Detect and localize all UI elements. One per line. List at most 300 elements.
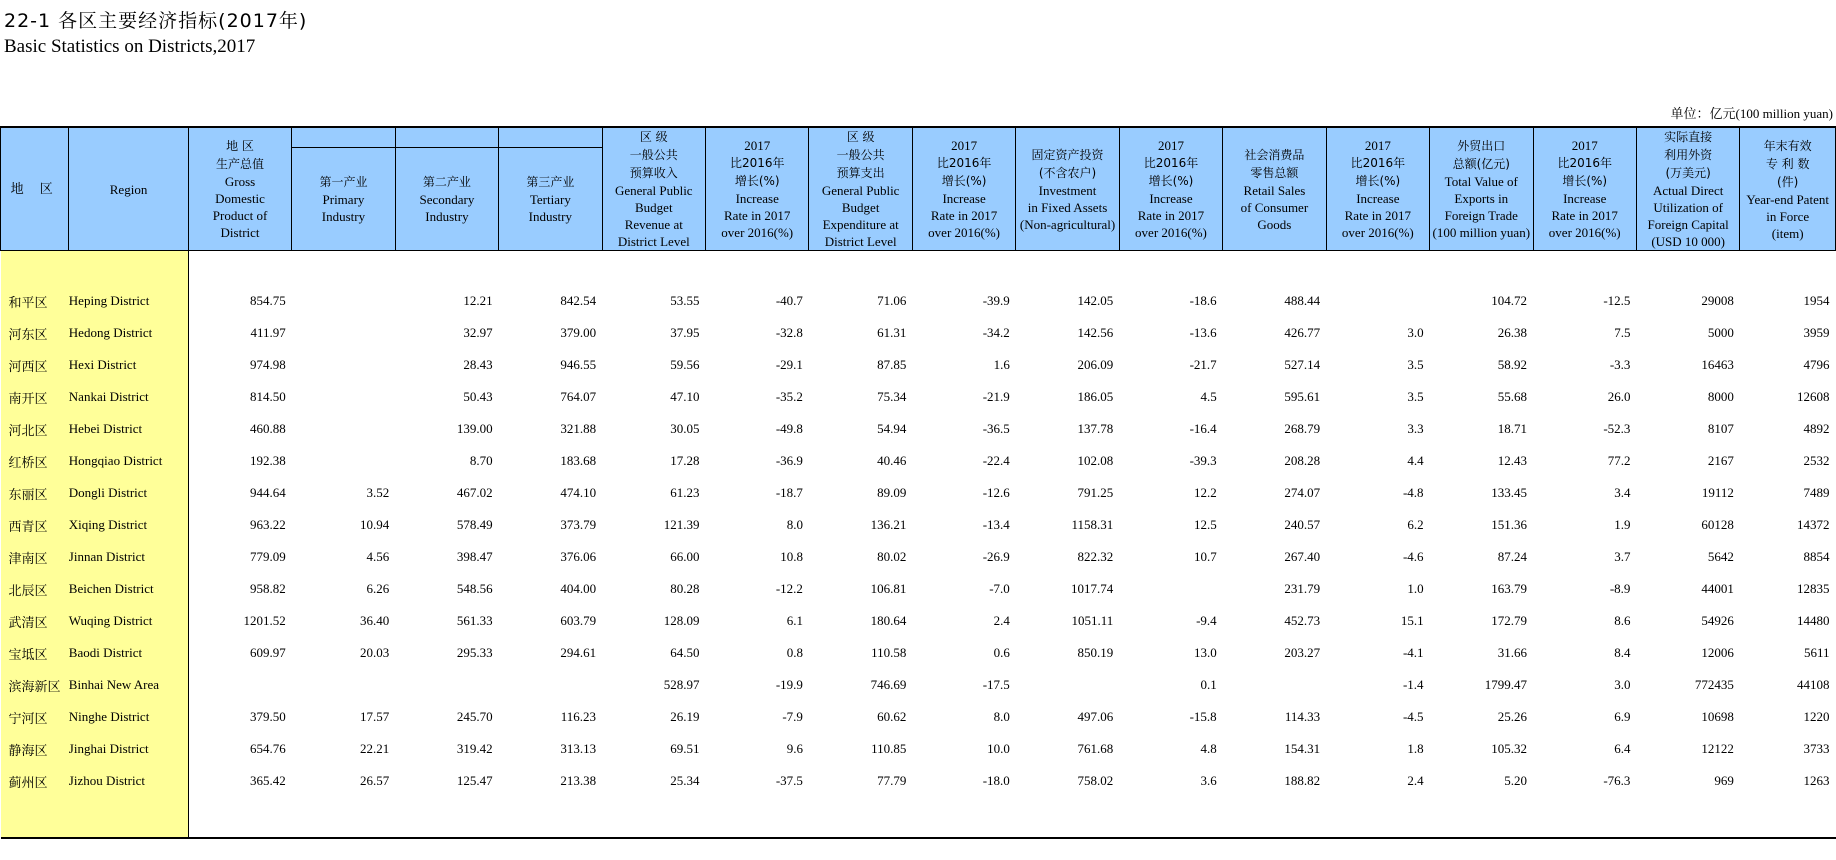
table-cell: 26.0 [1607,389,1631,404]
table-cell: 3.5 [1407,357,1424,372]
header-exports [1430,127,1533,251]
table-cell: 142.05 [1077,293,1114,308]
header-secondary [395,147,498,250]
header-line: Expenditure at [822,217,899,232]
header-line: Rate in 2017 [724,208,791,223]
table-cell [292,349,395,381]
table-cell: 1.6 [993,357,1010,372]
table-cell: 373.79 [560,517,597,532]
table-cell: 36.40 [359,613,390,628]
header-line: Domestic [215,191,265,206]
table-cell: 404.00 [560,581,597,596]
table-cell: 6.1 [786,613,803,628]
header-line: Increase [1356,191,1400,206]
district-name-cn: 西青区 [1,509,69,541]
table-cell: 944.64 [250,485,286,500]
header-line: over 2016(%) [1548,225,1621,240]
page-title-cn: 22-1 各区主要经济指标(2017年) [4,10,308,32]
table-cell: 2167 [1707,453,1734,468]
table-cell: -18.0 [982,773,1010,788]
table-cell: 64.50 [670,645,700,660]
table-cell: -18.6 [1189,293,1217,308]
table-cell: 467.02 [456,485,493,500]
header-line: 2017 [744,138,771,153]
table-cell: -21.9 [982,389,1010,404]
table-cell: 50.43 [463,389,493,404]
district-name-cn: 南开区 [1,381,69,413]
header-line: 增长(%) [1355,174,1401,188]
header-line: Increase [735,191,779,206]
table-cell: 110.58 [871,645,907,660]
table-cell: 3.6 [1200,773,1217,788]
table-cell [1016,669,1119,701]
table-row [1,285,1836,317]
header-line: 区 级 [846,130,875,144]
table-cell: -4.6 [1402,549,1424,564]
header-line: over 2016(%) [721,225,794,240]
table-cell: 274.07 [1284,485,1321,500]
table-cell: 102.08 [1077,453,1114,468]
header-line: (item) [1771,225,1804,241]
table-cell: 89.09 [877,485,907,500]
table-cell: -32.8 [775,325,803,340]
table-cell: 963.22 [250,517,286,532]
header-line: 专 利 数 [1765,156,1810,171]
table-cell: 854.75 [250,293,286,308]
table-cell: 77.2 [1607,453,1631,468]
table-cell: 44001 [1701,581,1734,596]
table-cell: 10.8 [780,549,803,564]
table-cell: 578.49 [456,517,493,532]
table-cell: 3.0 [1407,325,1424,340]
table-cell: 0.1 [1200,677,1217,692]
district-name-cn: 静海区 [1,733,69,765]
table-cell: 595.61 [1284,389,1321,404]
table-row [1,349,1836,381]
table-cell: 60128 [1701,517,1734,532]
table-cell: 13.0 [1193,645,1217,660]
table-cell: -35.2 [775,389,803,404]
district-name-cn: 蓟州区 [1,765,69,797]
table-cell: 163.79 [1491,581,1527,596]
header-primary [292,147,395,250]
table-cell: 114.33 [1284,709,1321,724]
table-cell: -12.2 [775,581,803,596]
district-name-en: Hedong District [69,317,189,349]
table-cell: 245.70 [456,709,493,724]
table-cell: 80.28 [670,581,700,596]
header-line: General Public [614,183,693,198]
district-name-cn: 北辰区 [1,573,69,605]
table-cell: 1.9 [1614,517,1631,532]
district-name-en: Hebei District [69,413,189,445]
header-line: 增长(%) [941,174,987,188]
header-line: Industry [321,208,366,224]
header-line: Rate in 2017 [1344,208,1412,223]
table-cell: 5642 [1707,549,1734,564]
header-region-cn: 地 区 [1,127,69,251]
table-cell: 203.27 [1284,645,1321,660]
district-name-en: Binhai New Area [69,669,189,701]
table-cell: 14480 [1797,613,1830,628]
table-cell: 61.31 [877,325,907,340]
table-cell: 3.52 [366,485,390,500]
header-line: Year-end Patent [1746,191,1829,207]
table-cell [292,285,395,317]
header-line: General Public [821,183,900,198]
header-line: Gross [224,174,256,189]
table-cell: 8107 [1707,421,1734,436]
header-line: Actual Direct [1652,183,1724,198]
table-cell: -21.7 [1189,357,1217,372]
table-cell: 186.05 [1077,389,1114,404]
header-fdi [1636,127,1739,251]
table-cell: 946.55 [560,357,597,372]
table-cell: 60.62 [877,709,907,724]
table-cell [292,445,395,477]
table-cell: 12.5 [1193,517,1217,532]
header-line: Rate in 2017 [930,208,998,223]
table-cell: 25.34 [670,773,700,788]
table-cell: 188.82 [1284,773,1321,788]
header-line: 增长(%) [1148,174,1194,188]
table-cell: 958.82 [250,581,286,596]
table-cell: 8.0 [786,517,803,532]
table-cell: 231.79 [1284,581,1321,596]
table-cell: 54926 [1701,613,1734,628]
table-cell: 4.5 [1200,389,1217,404]
table-cell: 779.09 [250,549,286,564]
table-cell: -49.8 [775,421,803,436]
table-cell: 3.7 [1614,549,1631,564]
header-line: District [220,225,260,240]
table-cell [292,669,395,701]
table-cell: 426.77 [1284,325,1321,340]
table-cell: -8.9 [1609,581,1631,596]
header-line: 增长(%) [734,174,780,188]
header-line: over 2016(%) [1341,225,1414,240]
table-cell: 1017.74 [1071,581,1114,596]
header-line: Product of [212,208,268,223]
header-line: Foreign Trade [1444,208,1518,223]
table-row [1,669,1836,701]
table-cell: 8854 [1803,549,1830,564]
table-body [1,251,1836,839]
table-cell [395,669,498,701]
table-cell: -4.8 [1402,485,1424,500]
header-line: (USD 10 000) [1651,234,1725,249]
header-line: Budget [635,200,673,215]
table-cell: 10.7 [1193,549,1217,564]
table-cell: 6.26 [366,581,390,596]
table-cell: 764.07 [560,389,597,404]
table-row [1,605,1836,637]
table-cell: -18.7 [775,485,803,500]
table-cell: 268.79 [1284,421,1321,436]
table-cell: 183.68 [560,453,597,468]
table-cell: 548.56 [456,581,493,596]
header-line: Increase [942,191,986,206]
header-line: 第一产业 [319,174,368,189]
table-cell [499,669,602,701]
district-name-cn: 东丽区 [1,477,69,509]
table-cell: -26.9 [982,549,1010,564]
table-cell: 10.0 [987,741,1010,756]
table-cell: 1.0 [1407,581,1424,596]
header-line: Rate in 2017 [1551,208,1618,223]
header-line: 生产总值 [216,157,265,171]
table-cell: -34.2 [982,325,1010,340]
header-patent [1740,127,1836,251]
header-line: 2017 [1157,138,1184,153]
table-cell: 25.26 [1497,709,1527,724]
header-investment-rate [1119,127,1222,251]
header-line: 增长(%) [1562,174,1608,188]
table-cell: 14372 [1797,517,1830,532]
district-name-en: Hongqiao District [69,445,189,477]
table-cell: 761.68 [1077,741,1114,756]
header-retail-rate [1326,127,1429,251]
table-cell: 452.73 [1284,613,1321,628]
table-cell: 474.10 [560,485,597,500]
table-cell: 44108 [1797,677,1830,692]
header-investment [1016,127,1119,251]
table-cell: -39.9 [982,293,1010,308]
table-cell: 379.00 [560,325,597,340]
table-cell: 87.85 [877,357,907,372]
table-cell: 6.9 [1614,709,1631,724]
table-cell: 61.23 [670,485,700,500]
table-cell: 19112 [1701,485,1734,500]
table-row [1,477,1836,509]
table-cell: 460.88 [250,421,286,436]
table-cell [292,413,395,445]
table-cell: 29008 [1701,293,1734,308]
district-name-cn: 河北区 [1,413,69,445]
header-line: Foreign Capital [1647,217,1729,232]
table-cell: 40.46 [877,453,907,468]
table-cell: -9.4 [1196,613,1217,628]
table-cell: 30.05 [670,421,700,436]
header-region-en: Region [69,127,189,251]
table-cell: 77.79 [877,773,907,788]
table-cell [292,381,395,413]
header-line: 年末有效 [1763,138,1812,153]
district-name-cn: 红桥区 [1,445,69,477]
header-tertiary [499,147,602,250]
district-name-en: Jizhou District [69,765,189,797]
table-cell: -17.5 [982,677,1010,692]
table-cell: -13.4 [982,517,1010,532]
header-line: 总额(亿元) [1452,157,1510,171]
table-cell: 376.06 [560,549,597,564]
table-row [1,701,1836,733]
table-cell: 6.4 [1614,741,1631,756]
district-name-en: Nankai District [69,381,189,413]
header-line: Increase [1563,191,1607,206]
table-cell: 116.23 [560,709,597,724]
header-line: Industry [425,208,469,224]
table-cell: -13.6 [1189,325,1217,340]
table-cell: 66.00 [670,549,700,564]
district-name-cn: 武清区 [1,605,69,637]
table-cell: 561.33 [456,613,493,628]
table-cell: 4796 [1803,357,1830,372]
table-cell: 2532 [1803,453,1830,468]
table-cell: 974.98 [250,357,286,372]
table-cell: 139.00 [456,421,493,436]
table-cell: 8.4 [1614,645,1631,660]
table-cell: 240.57 [1284,517,1321,532]
table-cell: 17.57 [359,709,390,724]
table-row [1,317,1836,349]
header-expenditure-rate [912,127,1015,251]
header-line: 比2016年 [729,156,785,170]
table-cell: 2.4 [1407,773,1424,788]
table-cell: 791.25 [1077,485,1114,500]
district-name-en: Hexi District [69,349,189,381]
table-cell: 6.2 [1407,517,1424,532]
header-line: 比2016年 [1557,156,1612,170]
table-cell [1223,669,1326,701]
table-cell: 7489 [1803,485,1830,500]
table-cell: -12.5 [1603,293,1631,308]
table-cell: 267.40 [1284,549,1321,564]
header-line: 2017 [951,138,978,153]
district-name-en: Dongli District [69,477,189,509]
table-cell: 3959 [1803,325,1830,340]
table-cell: 3.5 [1407,389,1424,404]
header-revenue-rate [706,127,809,251]
table-cell: 121.39 [663,517,700,532]
table-cell: 3.3 [1407,421,1424,436]
table-row [1,541,1836,573]
statistics-table [0,126,1836,839]
table-cell: 37.95 [670,325,700,340]
table-cell: 1.8 [1407,741,1424,756]
table-cell: 12.43 [1497,453,1527,468]
header-line: 比2016年 [1143,156,1199,170]
table-cell: 1954 [1803,293,1830,308]
table-cell: 746.69 [870,677,907,692]
header-line: 区 级 [639,130,668,144]
table-cell: 313.13 [560,741,597,756]
table-cell: -4.1 [1402,645,1424,660]
table-cell: 8.0 [993,709,1010,724]
district-name-en: Jinnan District [69,541,189,573]
district-name-cn: 河西区 [1,349,69,381]
table-cell: -36.5 [982,421,1010,436]
district-name-en: Baodi District [69,637,189,669]
table-cell: 133.45 [1491,485,1527,500]
table-cell: 17.28 [670,453,700,468]
district-name-cn: 河东区 [1,317,69,349]
table-cell: 5611 [1803,645,1830,660]
table-cell: 295.33 [456,645,493,660]
header-line: District Level [824,234,897,249]
table-cell: 4892 [1803,421,1830,436]
header-line: 比2016年 [936,156,992,170]
table-cell: -1.4 [1402,677,1424,692]
table-cell: 8000 [1707,389,1734,404]
header-revenue [602,127,705,251]
table-cell: 87.24 [1497,549,1527,564]
table-cell: 172.79 [1491,613,1527,628]
table-cell: 497.06 [1077,709,1114,724]
table-cell: 969 [1714,773,1734,788]
header-gdp [188,127,291,251]
table-cell: -16.4 [1189,421,1217,436]
table-cell: 59.56 [670,357,700,372]
header-line: (100 million yuan) [1432,225,1531,240]
table-cell: 12006 [1701,645,1734,660]
table-cell: 8.70 [469,453,493,468]
table-cell: -4.5 [1402,709,1424,724]
table-cell: 12608 [1797,389,1830,404]
header-line: Retail Sales [1243,182,1306,198]
table-cell: 1799.47 [1484,677,1527,692]
table-cell: 4.4 [1407,453,1424,468]
table-cell: 136.21 [870,517,907,532]
table-cell: 151.36 [1491,517,1527,532]
district-name-cn: 和平区 [1,285,69,317]
table-cell: 26.19 [670,709,700,724]
header-exports-rate [1533,127,1636,251]
table-cell: 8.6 [1614,613,1631,628]
table-cell: 2.4 [993,613,1010,628]
table-cell: -37.5 [775,773,803,788]
table-cell: 528.97 [663,677,700,692]
header-line: (不含农户) [1038,165,1097,180]
table-row [1,445,1836,477]
district-name-en: Ninghe District [69,701,189,733]
district-name-en: Heping District [69,285,189,317]
table-cell: 10.94 [359,517,390,532]
header-line: Goods [1257,216,1292,232]
table-cell: 16463 [1701,357,1734,372]
table-cell: 20.03 [359,645,390,660]
header-line: in Force [1766,208,1810,224]
table-cell: -15.8 [1189,709,1217,724]
header-line: Industry [528,208,573,224]
table-cell: 5.20 [1504,773,1527,788]
table-cell: 488.44 [1284,293,1321,308]
district-name-cn: 津南区 [1,541,69,573]
table-row [1,765,1836,797]
table-cell: 842.54 [560,293,597,308]
table-cell [292,317,395,349]
table-cell: 1263 [1803,773,1830,788]
table-cell: -7.9 [782,709,803,724]
table-cell: 75.34 [877,389,907,404]
header-line: 零售总额 [1250,165,1299,180]
header-line: (Non-agricultural) [1019,216,1116,232]
header-line: 比2016年 [1350,156,1406,170]
header-line: 外贸出口 [1457,139,1506,153]
table-cell: 18.71 [1497,421,1527,436]
header-line: 利用外资 [1664,148,1713,162]
header-line: 固定资产投资 [1031,147,1104,162]
header-line: 一般公共 [836,148,885,162]
table-cell: 15.1 [1400,613,1424,628]
table-cell: -76.3 [1603,773,1631,788]
district-name-cn: 滨海新区 [1,669,69,701]
header-expenditure [809,127,912,251]
table-cell: -3.3 [1609,357,1631,372]
table-cell [1326,285,1429,317]
header-line: Revenue at [624,217,683,232]
table-cell: -29.1 [775,357,803,372]
